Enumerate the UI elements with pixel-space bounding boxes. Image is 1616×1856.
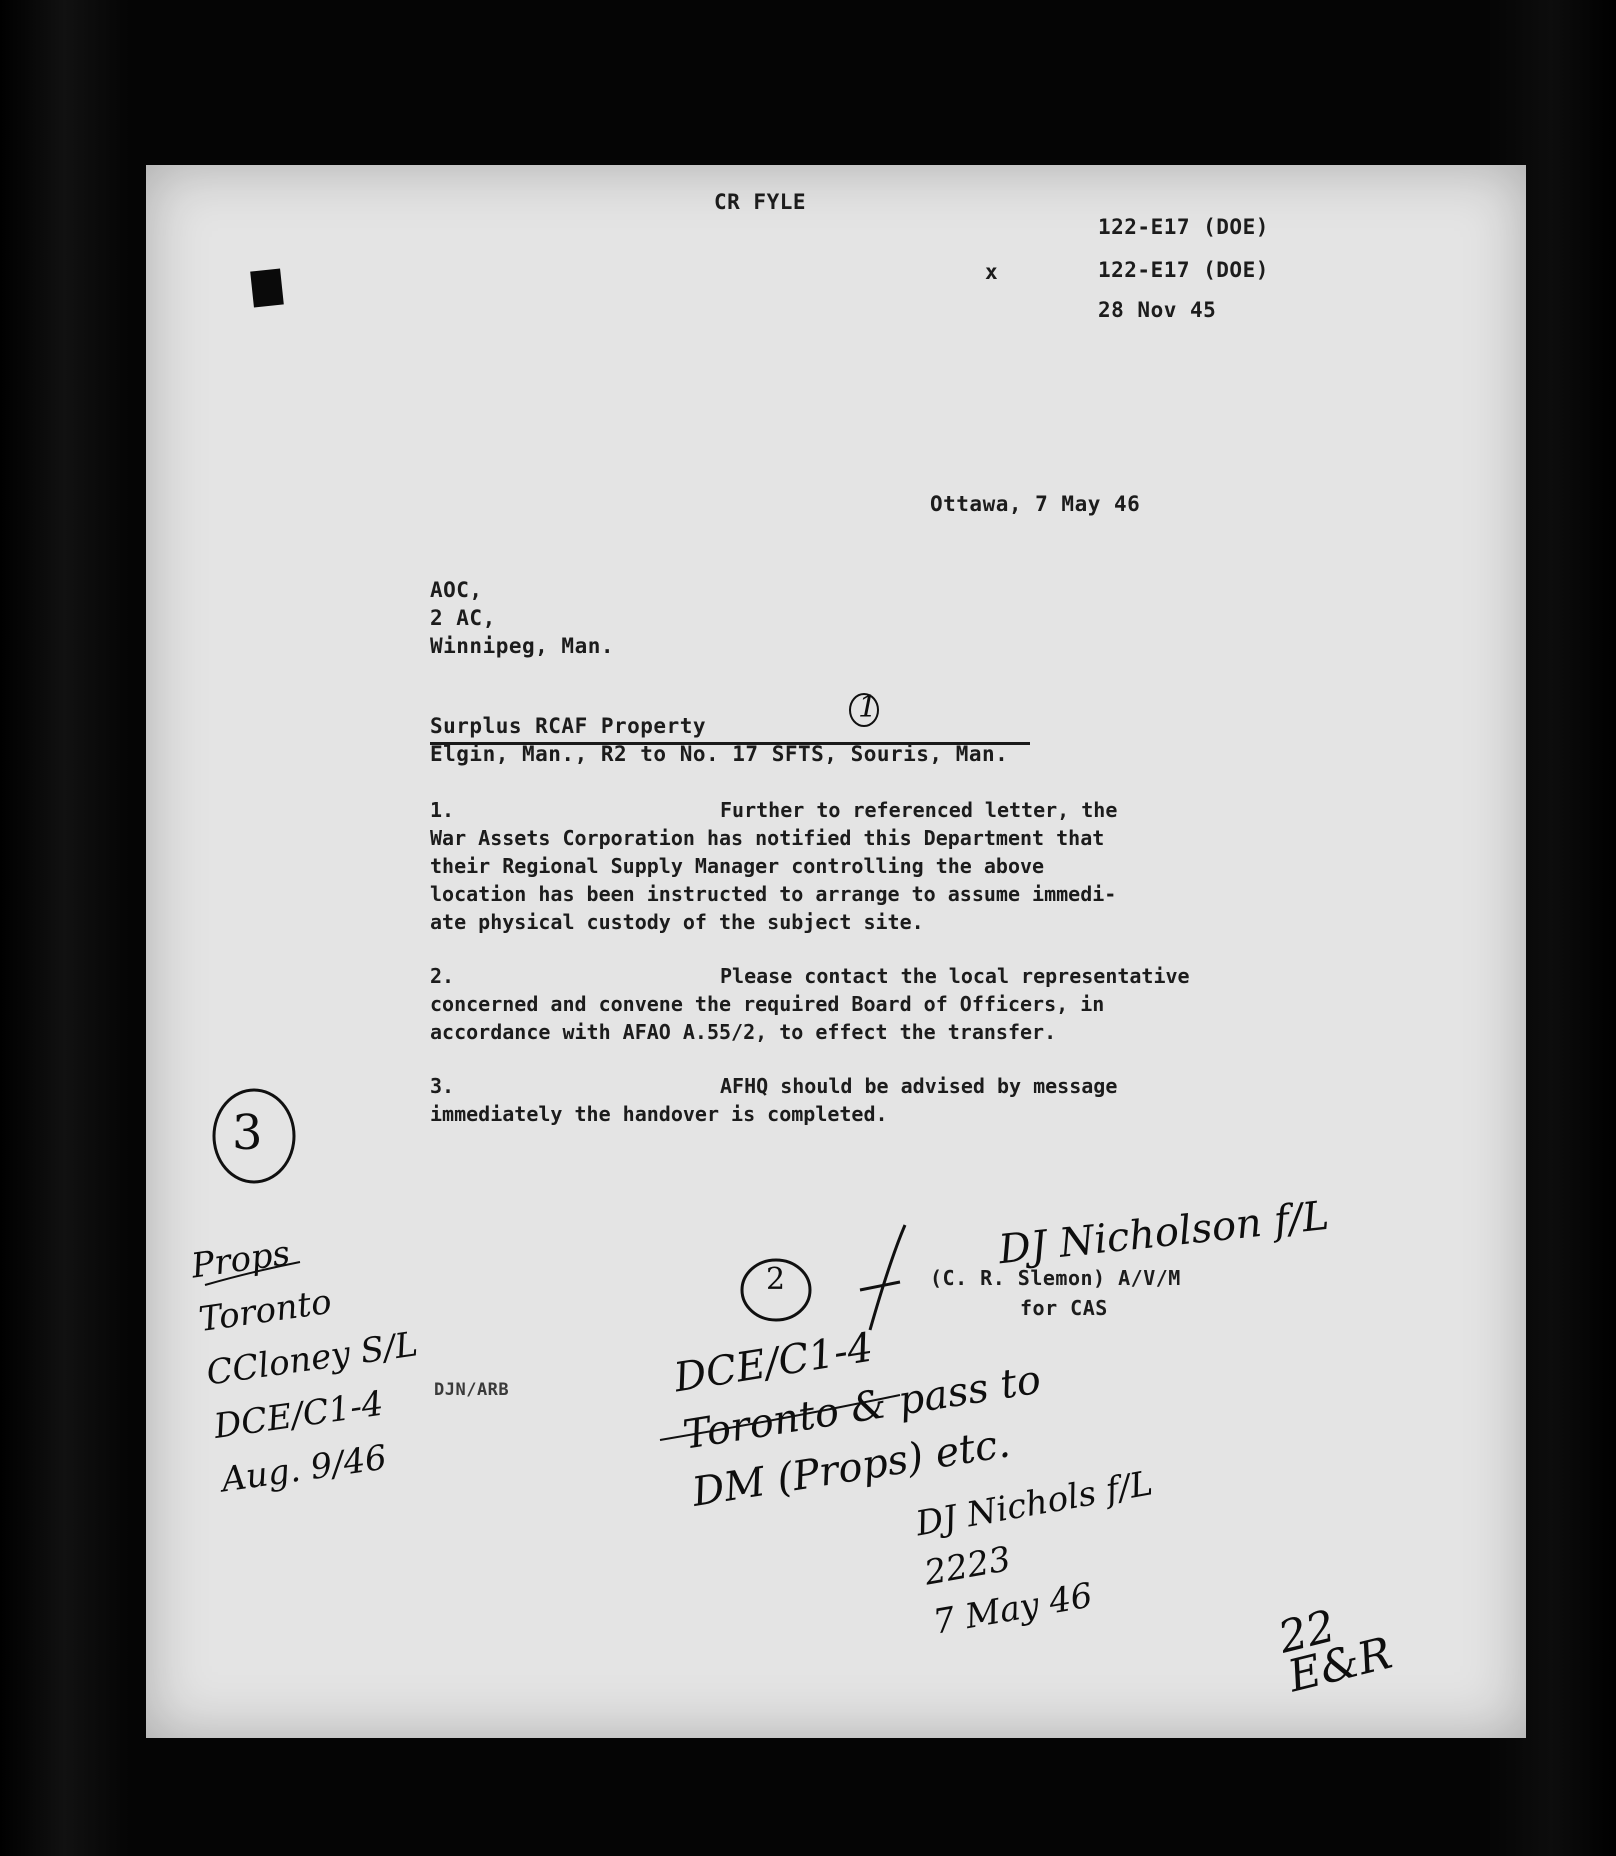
circled-number-3: 3 <box>232 1105 263 1161</box>
reference-number-1: 122-E17 (DOE) <box>1098 215 1269 239</box>
paragraph-3-number: 3. <box>430 1074 455 1098</box>
signature-cross-stroke <box>860 1282 900 1290</box>
margin-underline-stroke <box>205 1262 300 1285</box>
addressee-line-3: Winnipeg, Man. <box>430 634 615 658</box>
reference-date: 28 Nov 45 <box>1098 298 1217 322</box>
circle-around-2 <box>742 1260 810 1320</box>
circled-number-2: 2 <box>766 1262 786 1297</box>
paragraph-2-body: concerned and convene the required Board of Officers, in accordance with AFAO A.55/2, to effect the transfer. <box>430 992 1105 1044</box>
subject-line-2: Elgin, Man., R2 to No. 17 SFTS, Souris, Man. <box>430 742 1009 766</box>
paragraph-3-body: immediately the handover is completed. <box>430 1102 888 1126</box>
place-and-date: Ottawa, 7 May 46 <box>930 492 1141 516</box>
reference-number-2: 122-E17 (DOE) <box>1098 258 1269 282</box>
subject-marginal-number: 1 <box>858 690 878 725</box>
routing-underline-stroke <box>660 1395 900 1440</box>
paragraph-1-number: 1. <box>430 798 455 822</box>
paragraph-2-number: 2. <box>430 964 455 988</box>
addressee-line-1: AOC, <box>430 578 483 602</box>
subject-line-1: Surplus RCAF Property <box>430 714 707 738</box>
corner-handwritten-note: 22 E&R <box>1273 1600 1397 1703</box>
paragraph-3-first-line: AFHQ should be advised by message <box>720 1074 1118 1098</box>
reference-marker: x <box>985 260 999 284</box>
routing-signature-note: DJ Nichols f/L 2223 7 May 46 <box>912 1463 1156 1643</box>
circle-around-3 <box>214 1090 294 1182</box>
addressee-line-2: 2 AC, <box>430 606 496 630</box>
circle-around-1 <box>850 694 878 726</box>
typist-initials: DJN/ARB <box>434 1380 510 1400</box>
margin-handwritten-note: Props Toronto CCloney S/L DCE/C1-4 Aug. 9/46 <box>188 1233 421 1501</box>
signature-slash-stroke <box>870 1225 905 1330</box>
signatory-for: for CAS <box>1020 1296 1108 1320</box>
handwritten-signature: DJ Nicholson f/L <box>996 1192 1332 1274</box>
paragraph-1-first-line: Further to referenced letter, the <box>720 798 1118 822</box>
routing-handwritten-note: DCE/C1-4 Toronto & pass to DM (Props) etc. <box>670 1324 1044 1516</box>
signatory-name: (C. R. Slemon) A/V/M <box>930 1266 1181 1290</box>
file-stamp: CR FYLE <box>714 190 807 214</box>
paragraph-1-body: War Assets Corporation has notified this Department that their Regional Supply Manager controlling the above location has been instructed to arrange to assume immedi- ate physical custody of the subject site. <box>430 826 1117 934</box>
paragraph-2-first-line: Please contact the local representative <box>720 964 1190 988</box>
